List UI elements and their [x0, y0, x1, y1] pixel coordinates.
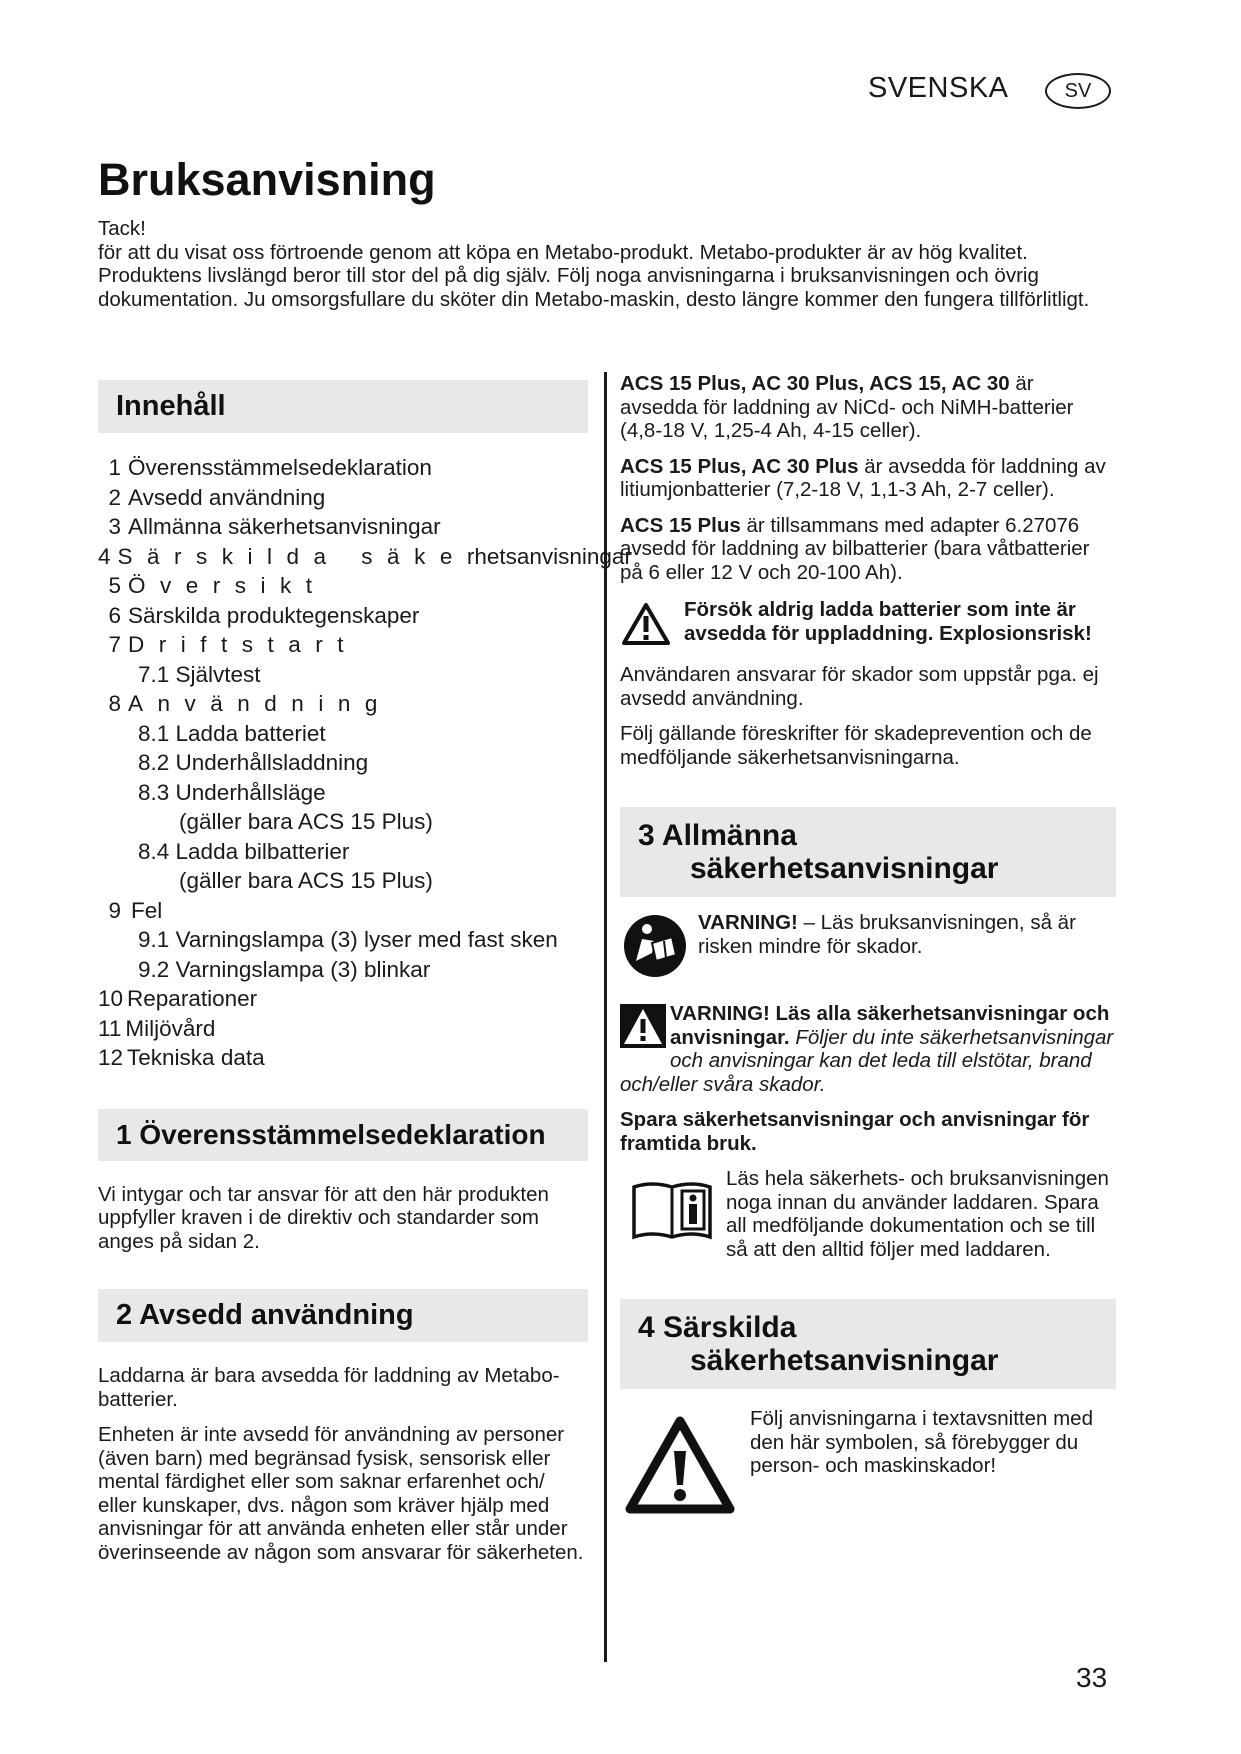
section-2-para-1: Laddarna är bara avsedda för laddning av Metabo-batterier.	[98, 1364, 560, 1411]
toc-item-9-2[interactable]: 9.2 Varningslampa (3) blinkar	[138, 956, 431, 982]
section-4-heading-num: 4 Särskilda	[638, 1311, 797, 1344]
toc-item-8-4[interactable]: 8.4 Ladda bilbatterier	[138, 838, 350, 864]
save-instructions-text: Spara säkerhetsanvisningar och anvisningar för framtida bruk.	[620, 1108, 1090, 1155]
special-safety-notice	[620, 1407, 1116, 1520]
section-1-text: Vi intygar och tar ansvar för att den här produkten uppfyller kraven i de direktiv och standarder som anges på sidan 2.	[98, 1182, 549, 1253]
read-manual-text: VARNING! – Läs bruksanvisningen, så är risken mindre för skador.	[698, 911, 1076, 958]
section-2-heading: 2 Avsedd användning	[98, 1289, 588, 1342]
intended-use-para-2: ACS 15 Plus, AC 30 Plus är avsedda för laddning av litiumjonbatterier (7,2-18 V, 1,1-3 Ah, 2-7 celler).	[620, 454, 1106, 501]
toc-item-12[interactable]: 12 Tekniska data	[98, 1045, 265, 1070]
section-3-heading-num: 3 Allmänna	[638, 819, 797, 852]
large-warning-triangle-icon	[624, 1415, 736, 1520]
toc-item-8-1[interactable]: 8.1 Ladda batteriet	[138, 720, 326, 746]
special-safety-text: Följ anvisningarna i textavsnitten med den här symbolen, så förebygger du person- och maskinskador!	[750, 1407, 1093, 1477]
toc-item-9-1[interactable]: 9.1 Varningslampa (3) lyser med fast sken	[138, 927, 558, 952]
explosion-warning-text: Försök aldrig ladda batterier som inte är avsedda för uppladdning. Explosionsrisk!	[684, 598, 1092, 645]
read-manual-warning	[620, 911, 1116, 984]
toc-item-8-2[interactable]: 8.2 Underhållsladdning	[138, 750, 369, 775]
right-column	[620, 372, 1116, 1520]
intended-use-para-3: ACS 15 Plus är tillsammans med adapter 6.27076 avsedd för laddning av bilbatterier (bara våtbatterier på 6 eller 12 V och 20-100 Ah).	[620, 513, 1090, 584]
toc-item-8-4-note: (gäller bara ACS 15 Plus)	[179, 868, 433, 893]
explosion-warning	[620, 598, 1116, 651]
intro-text: för att du visat oss förtroende genom att köpa en Metabo-produkt. Metabo-produkter är av hög kvalitet. Produktens livslängd beror till stor del på dig själv. Följ noga anvisningarna i bruksanvisningen och övrig dokumentation. Ju omsorgsfullare du sköter din Metabo-maskin, desto längre kommer den fungera tillförlitligt.	[98, 240, 1090, 311]
toc-item-3[interactable]: 3 Allmänna säkerhetsanvisningar	[108, 514, 441, 539]
section-4-heading-rest: säkerhetsanvisningar	[690, 1344, 999, 1377]
intended-use-para-1: ACS 15 Plus, AC 30 Plus, ACS 15, AC 30 är avsedda för laddning av NiCd- och NiMH-batterier (4,8-18 V, 1,25-4 Ah, 4-15 celler).	[620, 372, 1074, 442]
info-notice-text: Läs hela säkerhets- och bruksanvisningen noga innan du använder laddaren. Spara all medföljande dokumentation och se till så att den alltid följer med laddaren.	[726, 1167, 1109, 1261]
toc-item-11[interactable]: 11 Miljövård	[98, 1015, 216, 1041]
toc-item-5[interactable]: 5 Översikt	[108, 573, 327, 598]
toc-item-7-1[interactable]: 7.1 Självtest	[138, 661, 261, 687]
section-3-heading-rest: säkerhetsanvisningar	[690, 852, 999, 885]
toc-item-10[interactable]: 10 Reparationer	[98, 986, 258, 1011]
language-code-badge: SV	[1045, 73, 1111, 109]
general-warning	[620, 1002, 1116, 1096]
read-manual-icon	[620, 913, 690, 984]
toc-item-8-3[interactable]: 8.3 Underhållsläge	[138, 779, 326, 805]
section-4-heading	[620, 1299, 1116, 1389]
info-notice	[620, 1167, 1116, 1261]
regulations-text: Följ gällande föreskrifter för skadeprevention och de medföljande säkerhetsanvisningarna.	[620, 722, 1092, 769]
section-2-para-2: Enheten är inte avsedd för användning av personer (även barn) med begränsad fysisk, sensorisk eller mental färdighet eller som saknar erfarenhet och/ eller kunskaper, dvs. någon som kräver hjälp med anvisningar för att använda enheten eller står under överinseende av någon som ansvarar för säkerheten.	[98, 1423, 584, 1564]
intro-greeting: Tack!	[98, 217, 146, 240]
liability-text: Användaren ansvarar för skador som uppstår pga. ej avsedd användning.	[620, 663, 1099, 710]
toc-item-2[interactable]: 2 Avsedd användning	[108, 484, 326, 510]
toc-item-7[interactable]: 7 Driftstart	[108, 632, 359, 657]
section-1-heading: 1 Överensstämmelsedeklaration	[98, 1109, 588, 1161]
toc-heading: Innehåll	[98, 380, 588, 433]
manual-info-icon	[630, 1177, 714, 1248]
table-of-contents	[98, 453, 632, 1073]
page-title: Bruksanvisning	[98, 154, 436, 205]
language-label: SVENSKA	[868, 72, 1009, 104]
left-column	[98, 380, 632, 1564]
warning-triangle-icon	[622, 602, 670, 651]
intro	[98, 217, 1118, 311]
warning-square-icon	[620, 1004, 666, 1053]
toc-item-6[interactable]: 6 Särskilda produktegenskaper	[108, 602, 420, 628]
section-3-heading	[620, 807, 1116, 897]
general-warning-text: VARNING! Läs alla säkerhetsanvisningar och anvisningar. Följer du inte säkerhetsanvisningar och anvisningar kan det leda till elstötar, brand och/eller svåra skador.	[620, 1002, 1114, 1096]
toc-item-8-3-note: (gäller bara ACS 15 Plus)	[179, 809, 433, 834]
toc-item-4[interactable]: 4 Särskilda säke rhetsanvisningar	[98, 543, 632, 569]
toc-item-8[interactable]: 8 Användning	[108, 691, 392, 716]
toc-item-9[interactable]: 9 Fel	[108, 897, 163, 923]
toc-item-1[interactable]: 1 Överensstämmelsedeklaration	[108, 455, 432, 480]
page-number: 33	[1076, 1662, 1108, 1693]
